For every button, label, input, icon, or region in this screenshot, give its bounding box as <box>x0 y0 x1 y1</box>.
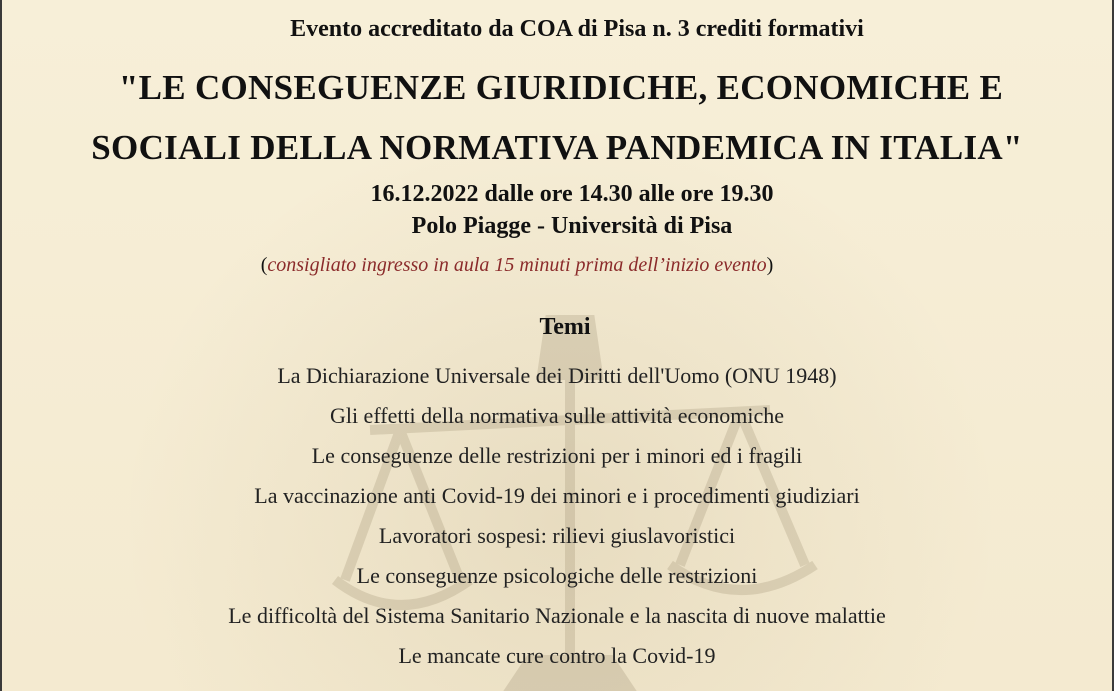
topics-heading: Temi <box>539 314 591 340</box>
entry-note-open-paren: ( <box>260 254 268 276</box>
topic-item: Lavoratori sospesi: rilievi giuslavoristici <box>378 523 736 548</box>
entry-note <box>0 254 1114 277</box>
topic-item: Le conseguenze psicologiche delle restrizioni <box>356 563 758 588</box>
topic-item: Le mancate cure contro la Covid-19 <box>398 643 716 668</box>
event-date-time: 16.12.2022 dalle ore 14.30 alle ore 19.30 <box>370 181 774 207</box>
topic-item: Gli effetti della normativa sulle attività economiche <box>329 403 785 428</box>
event-title-line-1: "LE CONSEGUENZE GIURIDICHE, ECONOMICHE E <box>118 68 1004 107</box>
event-venue: Polo Piagge - Università di Pisa <box>411 213 733 239</box>
entry-note-close-paren: ) <box>766 254 774 276</box>
topic-item: La vaccinazione anti Covid-19 dei minori e i procedimenti giudiziari <box>254 483 860 508</box>
topic-item: Le conseguenze delle restrizioni per i minori ed i fragili <box>311 443 803 468</box>
accreditation-line: Evento accreditato da COA di Pisa n. 3 crediti formativi <box>290 16 864 42</box>
entry-note-text: consigliato ingresso in aula 15 minuti prima dell’inizio evento <box>267 254 767 276</box>
topic-item: La Dichiarazione Universale dei Diritti dell'Uomo (ONU 1948) <box>277 363 837 388</box>
topic-item: Le difficoltà del Sistema Sanitario Nazionale e la nascita di nuove malattie <box>228 603 886 628</box>
topics-list <box>0 356 1114 676</box>
event-title-line-2: SOCIALI DELLA NORMATIVA PANDEMICA IN ITALIA" <box>91 128 1023 167</box>
